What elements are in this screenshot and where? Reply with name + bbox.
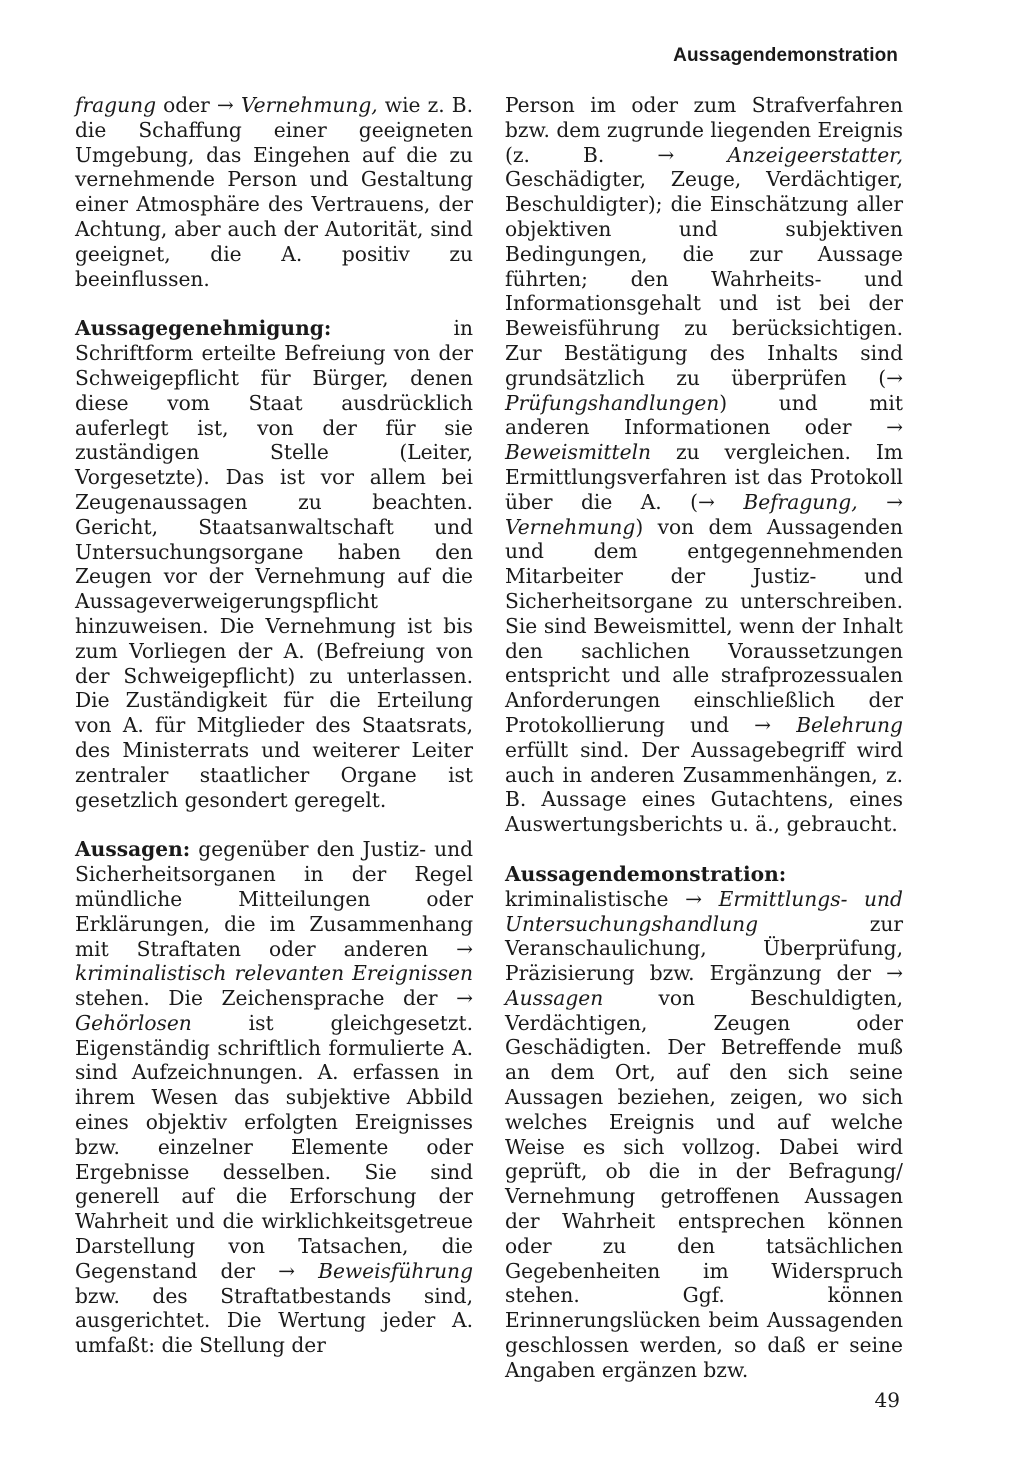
left-column [75, 93, 473, 1383]
entry-text: oder [156, 93, 217, 117]
cross-reference[interactable]: Beweismitteln [505, 440, 652, 465]
entry-text: zu vergleichen. Im Ermittlungsverfahren ist das Protokoll über die A. ( [505, 440, 903, 514]
arrow-icon: → [886, 365, 903, 390]
arrow-icon: → [456, 986, 473, 1011]
cross-reference[interactable]: Beweisführung [318, 1258, 473, 1283]
entry-aussagendemonstration [505, 862, 903, 1383]
entry-continuation-left [75, 93, 473, 291]
arrow-icon: → [657, 142, 728, 167]
arrow-icon: → [698, 489, 744, 514]
cross-reference[interactable]: Vernehmung, [240, 93, 378, 117]
entry-text: kriminalistische [505, 886, 686, 911]
cross-reference[interactable]: kriminalistisch relevanten Ereignissen [75, 961, 473, 986]
arrow-icon: → [216, 93, 241, 117]
entry-text [858, 490, 886, 514]
entry-text: von Beschuldigten, Verdächtigen, Zeugen oder Geschädigten. Der Betreffende muß an dem Ort, auf den sich seine Aussagen beziehen, zeigen, wo sich welches Ereignis und auf welche Weise es sich vollzog. Dabei wird geprüft, ob die in der Befragung/ Vernehmung getroffenen Aussagen der Wahrheit entsprechen können oder zu den tatsächlichen Gegebenheiten im Widerspruch stehen. Ggf. können Erinnerungslücken beim Aussagenden geschlossen werden, so daß er seine Angaben ergänzen bzw. [505, 985, 903, 1382]
entry-term: Aussagendemonstration: [505, 861, 787, 886]
cross-reference[interactable]: Gehörlosen [75, 1010, 192, 1035]
entry-text: gegenüber den Justiz- und Sicherheitsorganen in der Regel mündliche Mitteilungen oder Erklärungen, die im Zusammenhang mit Straftaten oder anderen [75, 837, 473, 961]
cross-reference[interactable]: Ermittlungs- und Untersuchungshandlung [505, 886, 903, 936]
page-number: 49 [874, 1388, 900, 1412]
entry-text: zur Veranschaulichung, Überprüfung, Präzisierung bzw. Ergänzung der [505, 911, 903, 986]
right-column [505, 93, 903, 1408]
cross-reference[interactable]: Prüfungshandlungen [505, 390, 720, 415]
entry-term: Aussagegenehmigung: [75, 316, 332, 341]
entry-text: Geschädigter, Zeuge, Verdächtiger, Beschuldigter); die Einschätzung aller objektiven und subjektiven Bedingungen, die zur Aussage führten; den Wahrheits- und Informationsgehalt und ist bei der Beweisführung zu berücksichtigen. Zur Bestätigung des Inhalts sind grundsätzlich zu überprüfen ( [505, 167, 903, 390]
entry-text: ist gleichgesetzt. Eigenständig schriftlich formulierte A. sind Aufzeichnungen. A. erfassen in ihrem Wesen das subjektive Abbild eines objektiv erfolgten Ereignisses bzw. einzelner Elemente oder Ergebnisse desselben. Sie sind generell auf die Erforschung der Wahrheit und die wirklichkeitsgetreue Darstellung von Tatsachen, die Gegenstand der [75, 1010, 473, 1283]
cross-reference[interactable]: fragung [75, 93, 157, 117]
running-head: Aussagendemonstration [673, 45, 898, 66]
cross-reference[interactable]: Befragung, [743, 489, 858, 514]
arrow-icon: → [886, 961, 903, 986]
arrow-icon: → [685, 886, 719, 911]
entry-text: erfüllt sind. Der Aussagebegriff wird auch in anderen Zusammenhängen, z. B. Aussage eines Gutachtens, eines Auswertungsberichts u. ä., gebraucht. [505, 737, 903, 837]
entry-text: ) von dem Aussagenden und dem entgegennehmenden Mitarbeiter der Justiz- und Sicherheitsorgane zu unterschreiben. Sie sind Beweismittel, wenn der Inhalt den sachlichen Voraussetzungen entspricht und alle strafprozessualen Anforderungen einschließlich der Protokollierung und [505, 514, 903, 737]
entry-text: Person im oder zum Strafverfahren bzw. dem zugrunde liegenden Ereignis (z. B. [505, 93, 903, 167]
entry-continuation-right [505, 93, 903, 837]
entry-text: ) und mit anderen Informationen oder [505, 390, 903, 440]
cross-reference[interactable]: Belehrung [796, 712, 903, 737]
arrow-icon: → [886, 489, 903, 514]
cross-reference[interactable]: Aussagen [505, 985, 604, 1010]
arrow-icon: → [456, 936, 473, 961]
cross-reference[interactable]: Anzeigeerstatter, [727, 142, 903, 167]
arrow-icon: → [886, 415, 903, 440]
entry-term: Aussagen: [75, 837, 191, 862]
entry-aussagen [75, 837, 473, 1358]
entry-text: bzw. des Straftatbestands sind, ausgerichtet. Die Wertung jeder A. umfaßt: die Stellung der [75, 1283, 473, 1358]
cross-reference[interactable]: Vernehmung [505, 514, 636, 539]
entry-aussagegenehmigung [75, 316, 473, 812]
entry-text: wie z. B. die Schaffung einer geeigneten Umgebung, das Eingehen auf die zu vernehmende Person und Gestaltung einer Atmosphäre des Vertrauens, der Achtung, aber auch der Autorität, sind geeignet, die A. positiv zu beeinflussen. [75, 93, 473, 291]
entry-text: stehen. Die Zeichensprache der [75, 986, 457, 1011]
entry-text: in Schriftform erteilte Befreiung von der Schweigepflicht für Bürger, denen diese vom Staat ausdrücklich auferlegt ist, von der für sie zuständigen Stelle (Leiter, Vorgesetzte). Das ist vor allem bei Zeugenaussagen zu beachten. Gericht, Staatsanwaltschaft und Untersuchungsorgane haben den Zeugen vor der Vernehmung auf die Aussageverweigerungspflicht hinzuweisen. Die Vernehmung ist bis zum Vorliegen der A. (Befreiung von der Schweigepflicht) zu unterlassen. Die Zuständigkeit für die Erteilung von A. für Mitglieder des Staatsrats, des Ministerrats und weiterer Leiter zentraler staatlicher Organe ist gesetzlich gesondert geregelt. [75, 316, 473, 812]
arrow-icon: → [754, 712, 797, 737]
arrow-icon: → [278, 1258, 319, 1283]
